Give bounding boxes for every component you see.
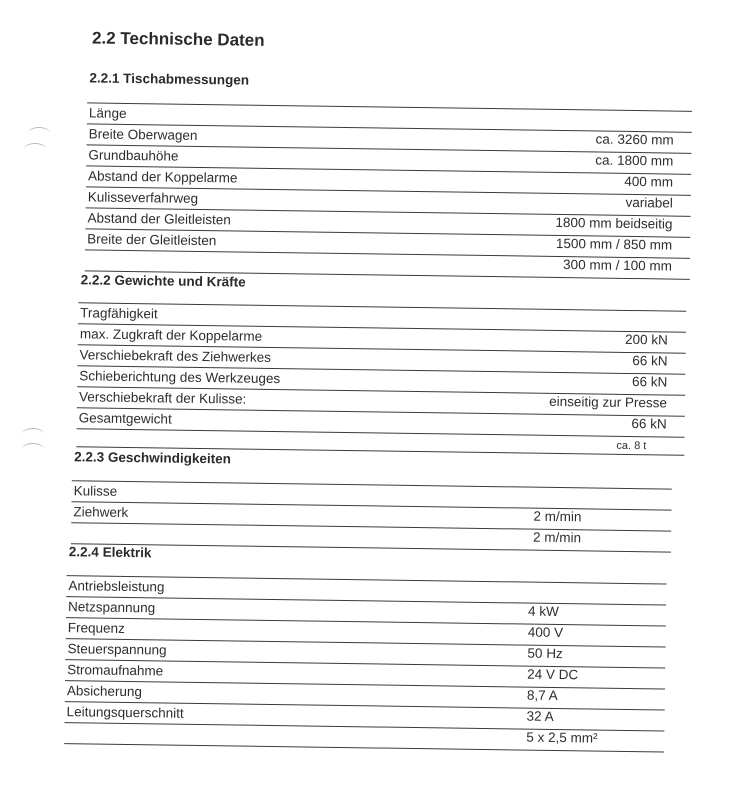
- spec-value: 400 mm: [624, 173, 674, 190]
- spec-label: Absicherung: [66, 683, 143, 700]
- spec-label: Abstand der Koppelarme: [88, 168, 238, 186]
- table-rule: [78, 302, 686, 311]
- spec-value: 66 kN: [631, 374, 668, 390]
- spec-label: Frequenz: [67, 620, 125, 636]
- spec-value: 1500 mm / 850 mm: [555, 235, 673, 253]
- spec-label: Breite Oberwagen: [88, 126, 198, 143]
- spec-label: max. Zugkraft der Koppelarme: [79, 326, 263, 344]
- spec-label: Steuerspannung: [67, 641, 167, 658]
- spec-value: 2 m/min: [533, 529, 582, 546]
- spec-value: ca. 8 t: [616, 439, 647, 453]
- spec-label: Schieberichtung des Werkzeuges: [79, 368, 281, 387]
- page-title: 2.2 Technische Daten: [91, 28, 265, 50]
- spec-value: 8,7 A: [526, 687, 558, 704]
- spec-label: Tragfähigkeit: [80, 305, 158, 322]
- spec-label: Kulisse: [73, 483, 118, 499]
- table-rule: [72, 480, 672, 489]
- table-rule: [87, 102, 692, 111]
- spec-label: Abstand der Gleitleisten: [87, 210, 231, 228]
- spec-label: Leitungsquerschnitt: [66, 704, 184, 721]
- spec-value: 1800 mm beidseitig: [555, 214, 673, 232]
- spec-label: Verschiebekraft des Ziehwerkes: [79, 347, 272, 365]
- spec-label: Kulisseverfahrweg: [87, 189, 199, 206]
- section-heading: 2.2.3 Geschwindigkeiten: [74, 449, 232, 467]
- spec-label: Antriebsleistung: [68, 578, 165, 595]
- table-rule: [66, 617, 666, 626]
- spec-value: ca. 3260 mm: [595, 131, 674, 148]
- section-heading: 2.2.4 Elektrik: [68, 544, 152, 561]
- table-rule: [66, 596, 666, 605]
- spec-value: ca. 1800 mm: [595, 152, 674, 169]
- spec-label: Länge: [88, 105, 127, 121]
- section-heading: 2.2.2 Gewichte und Kräfte: [80, 272, 246, 290]
- spec-value: 300 mm / 100 mm: [563, 257, 673, 274]
- spec-value: 32 A: [526, 708, 554, 724]
- spec-value: 5 x 2,5 mm²: [526, 729, 598, 746]
- spec-value: 4 kW: [527, 603, 559, 620]
- spec-value: 200 kN: [624, 331, 668, 348]
- spec-label: Verschiebekraft der Kulisse:: [78, 389, 247, 407]
- spec-label: Stromaufnahme: [67, 662, 164, 679]
- spec-value: 66 kN: [631, 416, 667, 432]
- spec-label: Grundbauhöhe: [88, 147, 179, 164]
- spec-value: 400 V: [527, 624, 564, 641]
- spec-value: variabel: [625, 194, 673, 211]
- spec-value: 2 m/min: [533, 508, 582, 525]
- spec-label: Netzspannung: [67, 599, 156, 616]
- spec-label: Ziehwerk: [73, 504, 129, 520]
- spec-label: Breite der Gleitleisten: [87, 231, 217, 249]
- section-heading: 2.2.1 Tischabmessungen: [89, 70, 250, 88]
- spec-value: 66 kN: [632, 353, 668, 369]
- spec-value: 24 V DC: [527, 666, 579, 683]
- spec-value: 50 Hz: [527, 645, 563, 662]
- spec-value: einseitig zur Presse: [549, 393, 668, 411]
- spec-label: Gesamtgewicht: [78, 410, 172, 427]
